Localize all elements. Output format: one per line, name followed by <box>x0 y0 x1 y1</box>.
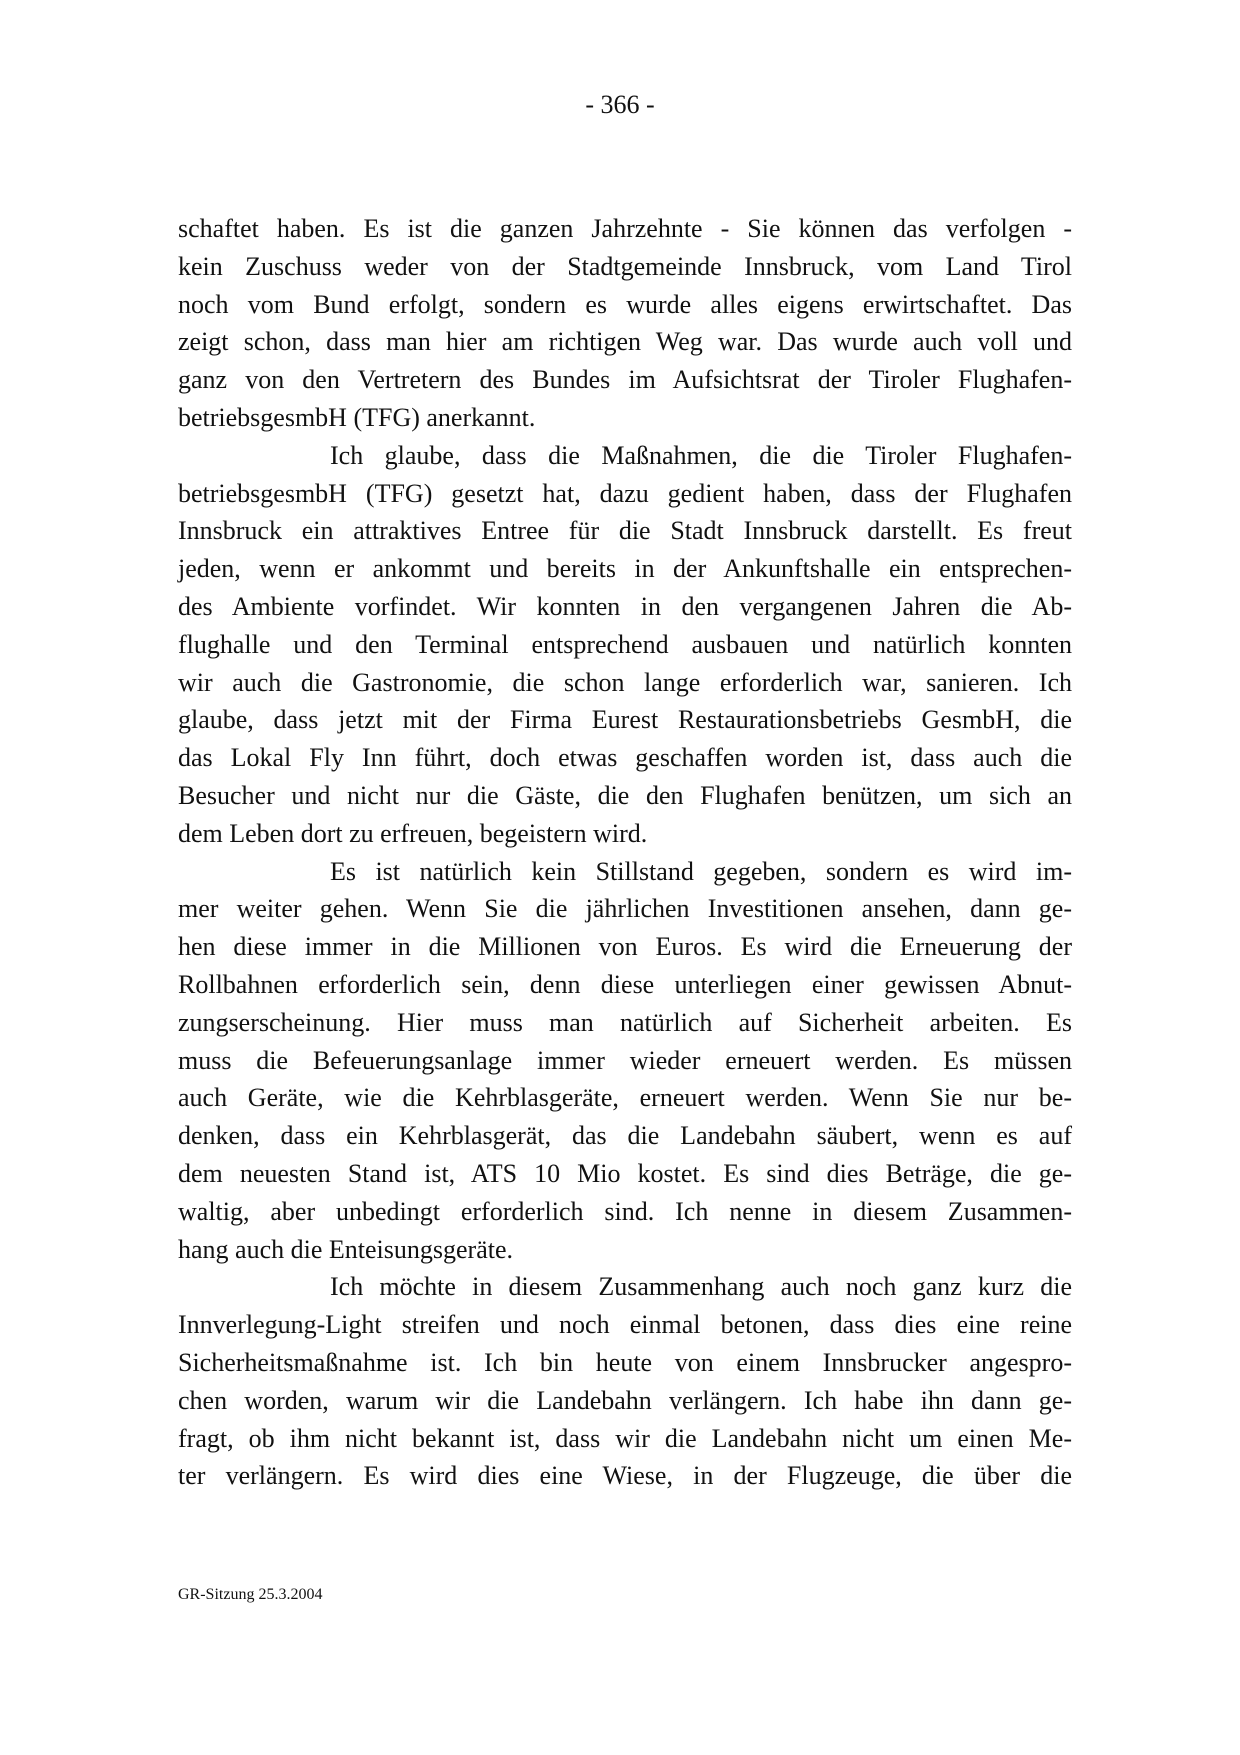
text-line: glaube, dass jetzt mit der Firma Eurest Restaurationsbetriebs GesmbH, die <box>178 705 1072 735</box>
paragraph <box>178 437 1072 853</box>
text-line: Es ist natürlich kein Stillstand gegeben, sondern es wird im- <box>330 856 1072 886</box>
text-line: zeigt schon, dass man hier am richtigen Weg war. Das wurde auch voll und <box>178 327 1072 357</box>
text-line: Rollbahnen erforderlich sein, denn diese unterliegen einer gewissen Abnut- <box>178 969 1072 999</box>
text-line: das Lokal Fly Inn führt, doch etwas geschaffen worden ist, dass auch die <box>178 743 1072 773</box>
footer-session-date: GR-Sitzung 25.3.2004 <box>178 1586 323 1603</box>
text-line: ter verlängern. Es wird dies eine Wiese, in der Flugzeuge, die über die <box>178 1461 1072 1491</box>
text-line: noch vom Bund erfolgt, sondern es wurde alles eigens erwirtschaftet. Das <box>178 289 1072 319</box>
text-line: des Ambiente vorfindet. Wir konnten in den vergangenen Jahren die Ab- <box>178 591 1072 621</box>
paragraph <box>178 1268 1072 1495</box>
text-line: schaftet haben. Es ist die ganzen Jahrzehnte - Sie können das verfolgen - <box>178 214 1072 243</box>
text-line: denken, dass ein Kehrblasgerät, das die Landebahn säubert, wenn es auf <box>178 1121 1072 1151</box>
text-line: muss die Befeuerungsanlage immer wieder erneuert werden. Es müssen <box>178 1045 1072 1075</box>
page-number: - 366 - <box>585 90 655 119</box>
paragraph <box>178 853 1072 1269</box>
text-line: Besucher und nicht nur die Gäste, die den Flughafen benützen, um sich an <box>178 780 1072 810</box>
text-line: wir auch die Gastronomie, die schon lange erforderlich war, sanieren. Ich <box>178 667 1072 697</box>
text-line: jeden, wenn er ankommt und bereits in der Ankunftshalle ein entsprechen- <box>178 554 1072 584</box>
text-line: hang auch die Enteisungsgeräte. <box>178 1234 513 1264</box>
text-line: zungserscheinung. Hier muss man natürlich auf Sicherheit arbeiten. Es <box>178 1007 1072 1037</box>
text-line: Innsbruck ein attraktives Entree für die Stadt Innsbruck darstellt. Es freut <box>178 516 1072 546</box>
text-line: hen diese immer in die Millionen von Euros. Es wird die Erneuerung der <box>178 932 1072 962</box>
text-line: betriebsgesmbH (TFG) anerkannt. <box>178 402 536 432</box>
text-line: waltig, aber unbedingt erforderlich sind. Ich nenne in diesem Zusammen- <box>178 1196 1072 1226</box>
text-line: flughalle und den Terminal entsprechend ausbauen und natürlich konnten <box>178 629 1072 659</box>
text-line: kein Zuschuss weder von der Stadtgemeinde Innsbruck, vom Land Tirol <box>178 251 1072 281</box>
text-line: mer weiter gehen. Wenn Sie die jährlichen Investitionen ansehen, dann ge- <box>178 894 1072 924</box>
text-line: Ich möchte in diesem Zusammenhang auch noch ganz kurz die <box>330 1272 1072 1302</box>
text-line: auch Geräte, wie die Kehrblasgeräte, erneuert werden. Wenn Sie nur be- <box>178 1083 1072 1113</box>
text-line: chen worden, warum wir die Landebahn verlängern. Ich habe ihn dann ge- <box>178 1385 1072 1415</box>
body-text <box>178 210 1072 1495</box>
text-line: ganz von den Vertretern des Bundes im Aufsichtsrat der Tiroler Flughafen- <box>178 365 1072 395</box>
text-line: betriebsgesmbH (TFG) gesetzt hat, dazu gedient haben, dass der Flughafen <box>178 478 1072 508</box>
text-line: Sicherheitsmaßnahme ist. Ich bin heute von einem Innsbrucker angespro- <box>178 1347 1072 1377</box>
text-line: Ich glaube, dass die Maßnahmen, die die Tiroler Flughafen- <box>330 440 1072 470</box>
paragraph <box>178 210 1072 437</box>
text-line: dem neuesten Stand ist, ATS 10 Mio kostet. Es sind dies Beträge, die ge- <box>178 1158 1072 1188</box>
text-line: dem Leben dort zu erfreuen, begeistern wird. <box>178 818 648 848</box>
text-line: fragt, ob ihm nicht bekannt ist, dass wir die Landebahn nicht um einen Me- <box>178 1423 1072 1453</box>
text-line: Innverlegung-Light streifen und noch einmal betonen, dass dies eine reine <box>178 1310 1072 1340</box>
